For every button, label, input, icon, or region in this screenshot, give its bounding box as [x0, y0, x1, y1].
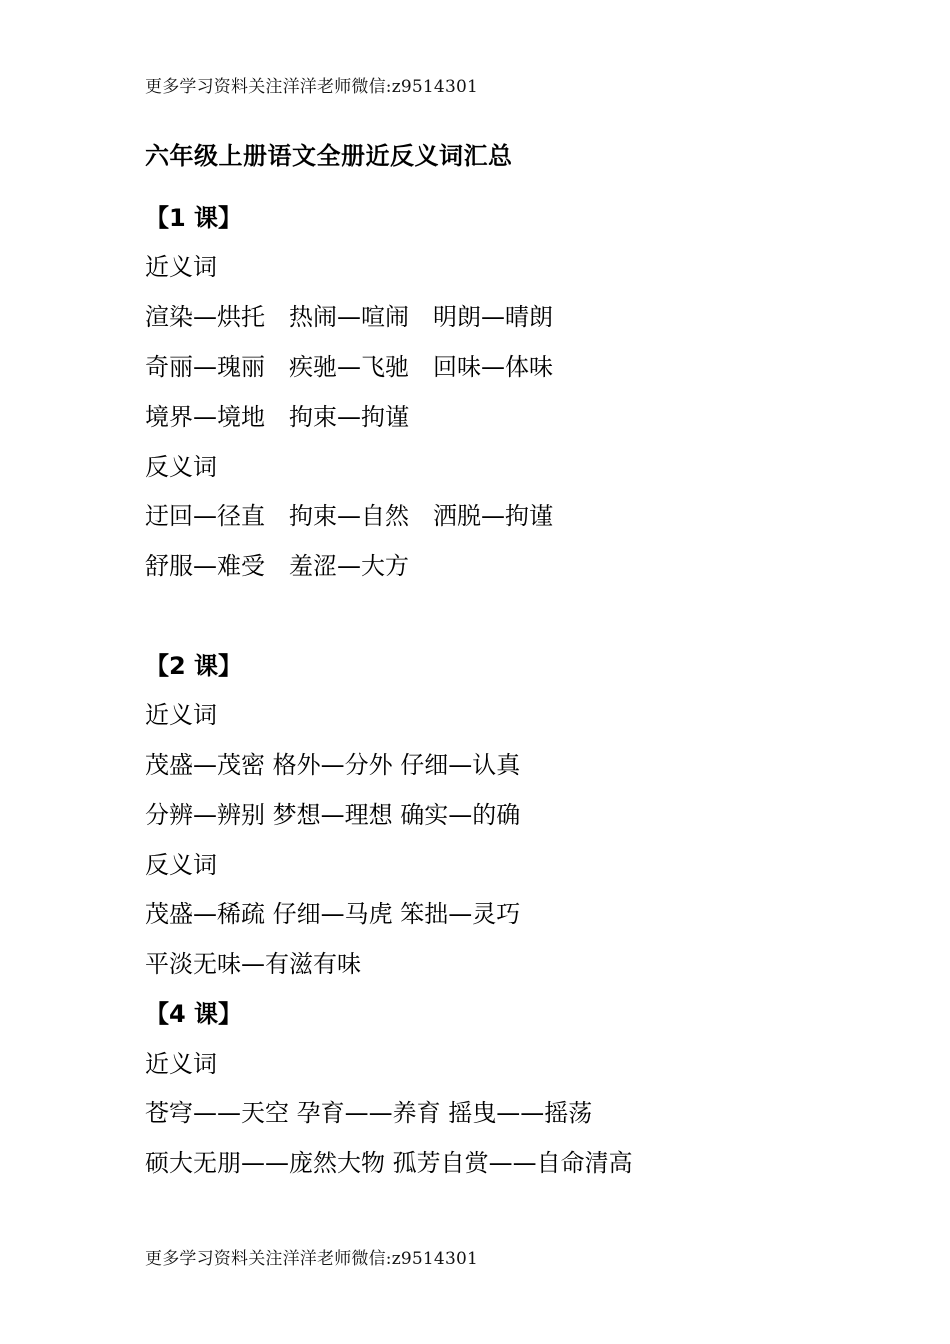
- lesson-4-synonym-line: 硕大无朋——庞然大物 孤芳自赏——自命清高: [145, 1149, 633, 1177]
- lesson-2-antonym-line: 平淡无味—有滋有味: [145, 950, 361, 978]
- document-title: 六年级上册语文全册近反义词汇总: [145, 142, 513, 170]
- lesson-2-synonym-line: 分辨—辨别 梦想—理想 确实—的确: [145, 801, 521, 829]
- header-note: 更多学习资料关注洋洋老师微信:z9514301: [145, 77, 478, 97]
- lesson-1-antonym-line: 迂回—径直 拘束—自然 洒脱—拘谨: [145, 502, 553, 530]
- footer-note: 更多学习资料关注洋洋老师微信:z9514301: [145, 1249, 478, 1269]
- lesson-2-antonym-line: 茂盛—稀疏 仔细—马虎 笨拙—灵巧: [145, 900, 521, 928]
- lesson-1-synonym-label: 近义词: [145, 253, 217, 281]
- lesson-2-heading: 【2 课】: [145, 652, 243, 680]
- lesson-1-synonym-line: 奇丽—瑰丽 疾驰—飞驰 回味—体味: [145, 353, 553, 381]
- lesson-4-synonym-label: 近义词: [145, 1050, 217, 1078]
- lesson-1-synonym-line: 境界—境地 拘束—拘谨: [145, 403, 409, 431]
- lesson-2-synonym-label: 近义词: [145, 701, 217, 729]
- lesson-1-synonym-line: 渲染—烘托 热闹—喧闹 明朗—晴朗: [145, 303, 553, 331]
- lesson-4-heading: 【4 课】: [145, 1000, 243, 1028]
- lesson-1-antonym-label: 反义词: [145, 453, 217, 481]
- lesson-2-synonym-line: 茂盛—茂密 格外—分外 仔细—认真: [145, 751, 521, 779]
- lesson-1-heading: 【1 课】: [145, 204, 243, 232]
- lesson-4-synonym-line: 苍穹——天空 孕育——养育 摇曳——摇荡: [145, 1099, 593, 1127]
- lesson-2-antonym-label: 反义词: [145, 851, 217, 879]
- lesson-1-antonym-line: 舒服—难受 羞涩—大方: [145, 552, 409, 580]
